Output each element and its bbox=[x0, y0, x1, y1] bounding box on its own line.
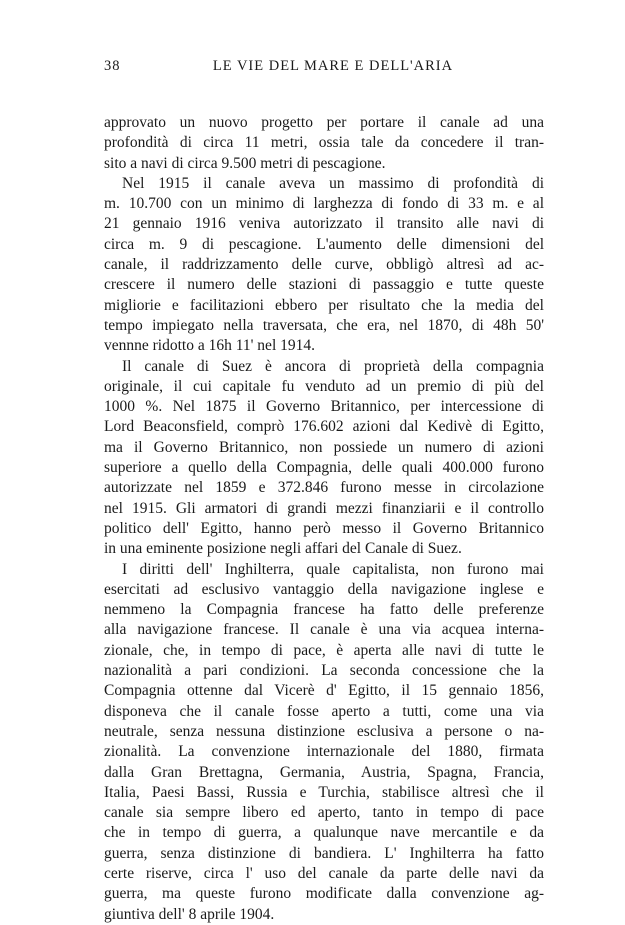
text-line: superiore a quello della Compagnia, delle quali 400.000 furono bbox=[104, 459, 544, 477]
text-line: esercitati ad esclusivo vantaggio della navigazione inglese e bbox=[104, 580, 544, 598]
running-title: LE VIE DEL MARE E DELL'ARIA bbox=[212, 58, 454, 74]
text-line: 21 gennaio 1916 veniva autorizzato il transito alle navi di bbox=[104, 215, 544, 233]
text-line: nemmeno la Compagnia francese ha fatto delle preferenze bbox=[104, 601, 544, 619]
text-line: zionalità. La convenzione internazionale del 1880, firmata bbox=[104, 743, 544, 761]
text-line: che in tempo di guerra, a qualunque nave mercantile e da bbox=[104, 824, 544, 842]
text-line: canale sia sempre libero ed aperto, tanto in tempo di pace bbox=[104, 804, 544, 822]
text-line: in una eminente posizione negli affari del Canale di Suez. bbox=[104, 540, 462, 558]
text-line: Italia, Paesi Bassi, Russia e Turchia, stabilisce altresì che il bbox=[104, 783, 544, 801]
text-line: tempo impiegato nella traversata, che era, nel 1870, di 48h 50' bbox=[104, 316, 544, 334]
text-line: Il canale di Suez è ancora di proprietà della compagnia bbox=[122, 357, 544, 375]
text-line: 1000 %. Nel 1875 il Governo Britannico, per intercessione di bbox=[104, 398, 544, 416]
text-line: dalla Gran Brettagna, Germania, Austria, Spagna, Francia, bbox=[104, 763, 544, 781]
text-line: giuntiva dell' 8 aprile 1904. bbox=[104, 905, 275, 923]
text-line: vennne ridotto a 16h 11' nel 1914. bbox=[104, 337, 315, 355]
body-text bbox=[104, 113, 544, 925]
text-line: profondità di circa 11 metri, ossia tale da concedere il tran- bbox=[104, 134, 544, 152]
text-line: autorizzate nel 1859 e 372.846 furono messe in circolazione bbox=[104, 479, 544, 497]
page-header bbox=[104, 58, 544, 80]
text-line: nel 1915. Gli armatori di grandi mezzi finanziarii e il controllo bbox=[104, 499, 544, 517]
text-line: disponeva che il canale fosse aperto a tutti, come una via bbox=[104, 702, 544, 720]
text-line: canale, il raddrizzamento delle curve, obbligò altresì ad ac- bbox=[104, 256, 544, 274]
text-line: Lord Beaconsfield, comprò 176.602 azioni dal Kedivè di Egitto, bbox=[104, 418, 544, 436]
text-line: certe riserve, circa l' uso del canale da parte delle navi da bbox=[104, 864, 544, 882]
text-line: I diritti dell' Inghilterra, quale capitalista, non furono mai bbox=[122, 560, 544, 578]
text-line: m. 10.700 con un minimo di larghezza di fondo di 33 m. e al bbox=[104, 195, 544, 213]
text-line: Nel 1915 il canale aveva un massimo di profondità di bbox=[122, 174, 544, 192]
text-line: alla navigazione francese. Il canale è una via acquea interna- bbox=[104, 621, 544, 639]
text-line: neutrale, senza nessuna distinzione esclusiva a persone o na- bbox=[104, 722, 544, 740]
text-line: originale, il cui capitale fu venduto ad un premio di più del bbox=[104, 377, 544, 395]
text-line: zionale, che, in tempo di pace, è aperta alle navi di tutte le bbox=[104, 641, 544, 659]
text-line: sito a navi di circa 9.500 metri di pescagione. bbox=[104, 154, 386, 172]
text-line: politico dell' Egitto, hanno però messo il Governo Britannico bbox=[104, 519, 544, 537]
text-line: ma il Governo Britannico, non possiede un numero di azioni bbox=[104, 438, 544, 456]
text-line: circa m. 9 di pescagione. L'aumento delle dimensioni del bbox=[104, 235, 544, 253]
text-line: crescere il numero delle stazioni di passaggio e tutte queste bbox=[104, 276, 544, 294]
text-line: migliorie e facilitazioni ebbero per risultato che la media del bbox=[104, 296, 544, 314]
text-line: guerra, ma queste furono modificate dalla convenzione ag- bbox=[104, 885, 544, 903]
page-number: 38 bbox=[104, 58, 121, 74]
text-line: guerra, senza distinzione di bandiera. L' Inghilterra ha fatto bbox=[104, 844, 544, 862]
text-line: approvato un nuovo progetto per portare il canale ad una bbox=[104, 114, 544, 131]
text-line: nazionalità a pari condizioni. La seconda concessione che la bbox=[104, 662, 544, 680]
text-line: Compagnia ottenne dal Vicerè d' Egitto, il 15 gennaio 1856, bbox=[104, 682, 544, 700]
